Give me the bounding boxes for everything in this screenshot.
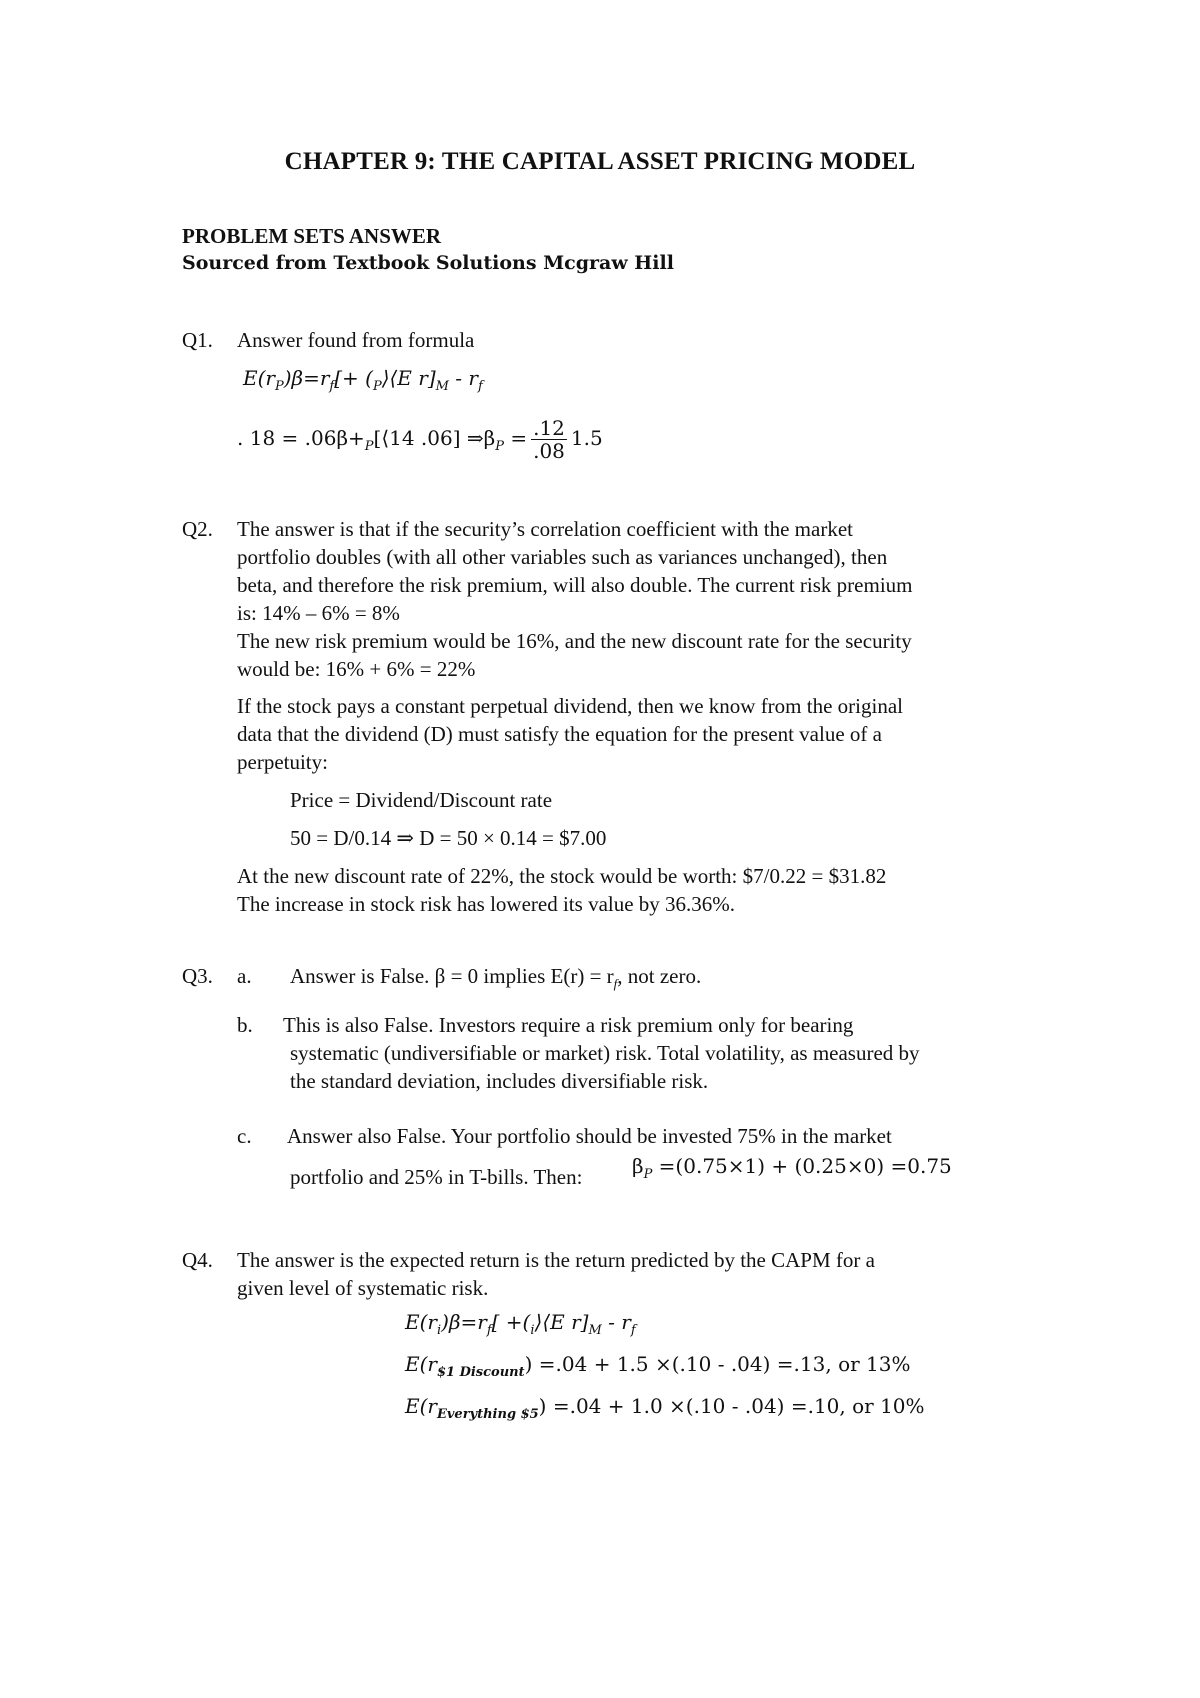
q3-b-line: This is also False. Investors require a risk premium only for bearing	[283, 1013, 854, 1037]
q2-line: beta, and therefore the risk premium, will also double. The current risk premium	[237, 573, 913, 597]
text-part: , not zero.	[617, 964, 702, 988]
formula-part: - r	[601, 1310, 631, 1334]
formula-sub: f	[613, 976, 618, 991]
q1-label: Q1.	[182, 328, 213, 352]
fraction	[531, 417, 567, 462]
q2-para2-line: data that the dividend (D) must satisfy the equation for the present value of a	[237, 722, 882, 746]
formula-sub: f	[486, 1323, 492, 1338]
q4-capm-formula	[405, 1310, 636, 1338]
formula-sub: P	[372, 379, 382, 394]
formula-part: =	[503, 426, 528, 450]
q2-line: is: 14% – 6% = 8%	[237, 601, 400, 625]
q1-beta-solution	[237, 417, 603, 462]
formula-sub: P	[495, 439, 504, 454]
formula-sub: i	[436, 1323, 442, 1338]
formula-part: ⟩⟨E r]	[381, 366, 436, 390]
q3-c-line: Answer also False. Your portfolio should be invested 75% in the market	[287, 1124, 892, 1148]
q4-label: Q4.	[182, 1248, 213, 1272]
formula-part: ) =.04 + 1.5 ×(.10 - .04) =.13, or 13%	[524, 1352, 911, 1376]
formula-part: =(0.75×1) + (0.25×0) =0.75	[652, 1154, 952, 1178]
formula-sub: f	[478, 379, 483, 394]
q2-para2-line: If the stock pays a constant perpetual dividend, then we know from the original	[237, 694, 903, 718]
formula-part: - r	[448, 366, 478, 390]
q3-b-line: systematic (undiversifiable or market) risk. Total volatility, as measured by	[290, 1041, 920, 1065]
q2-para2-line: perpetuity:	[237, 750, 328, 774]
q2-line: The answer is that if the security’s correlation coefficient with the market	[237, 517, 853, 541]
formula-part: [+ (	[334, 366, 373, 390]
q4-line: The answer is the expected return is the return predicted by the CAPM for a	[237, 1248, 875, 1272]
section-heading: PROBLEM SETS ANSWER	[182, 224, 442, 248]
formula-sub: $1 Discount	[436, 1365, 525, 1380]
q1-intro: Answer found from formula	[237, 328, 475, 352]
q2-dividend-equation: 50 = D/0.14 ⇒ D = 50 × 0.14 = $7.00	[290, 826, 607, 850]
chapter-title: CHAPTER 9: THE CAPITAL ASSET PRICING MODEL	[284, 148, 916, 175]
q2-line: portfolio doubles (with all other variables such as variances unchanged), then	[237, 545, 888, 569]
formula-part: )β=r	[283, 366, 330, 390]
fraction-denominator: .08	[533, 439, 565, 463]
formula-part: E(r	[405, 1310, 437, 1334]
q4-everything-formula	[405, 1394, 925, 1422]
formula-sub: M	[588, 1323, 602, 1338]
formula-part: . 18 = .06β+	[237, 426, 365, 450]
q3-a-label: a.	[237, 964, 252, 988]
q2-para3-line: At the new discount rate of 22%, the stock would be worth: $7/0.22 = $31.82	[237, 864, 887, 888]
q3-c-line: portfolio and 25% in T-bills. Then:	[290, 1165, 583, 1189]
formula-sub: M	[435, 379, 449, 394]
source-subheading: Sourced from Textbook Solutions Mcgraw Hill	[182, 252, 674, 274]
q2-line: would be: 16% + 6% = 22%	[237, 657, 476, 681]
formula-part: E(r	[405, 1394, 437, 1418]
formula-part: ⟩⟨E r]	[534, 1310, 589, 1334]
q4-line: given level of systematic risk.	[237, 1276, 489, 1300]
q4-discount-formula	[405, 1352, 910, 1380]
q2-para3-line: The increase in stock risk has lowered its value by 36.36%.	[237, 892, 736, 916]
formula-part: E(r	[405, 1352, 437, 1376]
formula-sub: Everything $5	[436, 1407, 539, 1422]
formula-sub: P	[643, 1167, 653, 1182]
formula-part: 1.5	[570, 426, 603, 450]
formula-part: E(r	[243, 366, 275, 390]
text-part: Answer is False. β = 0 implies E(r) = r	[290, 964, 614, 988]
q2-price-equation: Price = Dividend/Discount rate	[290, 788, 553, 812]
q2-line: The new risk premium would be 16%, and the new discount rate for the security	[237, 629, 912, 653]
formula-part: [⟨14 .06] ⇒β	[373, 426, 496, 450]
formula-part: β	[632, 1154, 644, 1178]
fraction-numerator: .12	[533, 416, 565, 440]
q3-c-label: c.	[237, 1124, 252, 1148]
q2-label: Q2.	[182, 517, 213, 541]
formula-part: )β=r	[441, 1310, 487, 1334]
q1-capm-formula	[243, 366, 483, 394]
formula-part: ) =.04 + 1.0 ×(.10 - .04) =.10, or 10%	[538, 1394, 925, 1418]
formula-sub: f	[630, 1323, 636, 1338]
formula-sub: P	[274, 379, 284, 394]
q3-label: Q3.	[182, 964, 213, 988]
formula-sub: i	[530, 1323, 535, 1338]
q3-c-beta-formula	[632, 1154, 952, 1182]
formula-part: [ +(	[491, 1310, 531, 1334]
q3-b-label: b.	[237, 1013, 253, 1037]
formula-sub: f	[329, 379, 335, 394]
q3-a-text	[290, 962, 701, 998]
q3-b-line: the standard deviation, includes diversifiable risk.	[290, 1069, 709, 1093]
formula-sub: P	[364, 439, 374, 454]
